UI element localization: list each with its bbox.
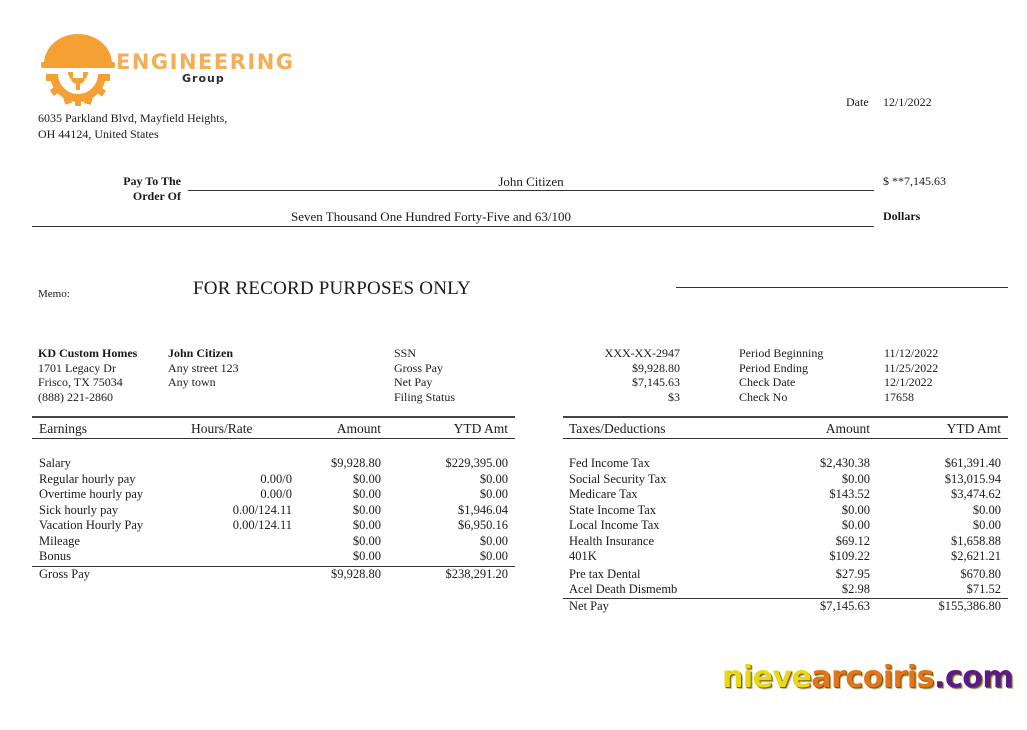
earnings-header-name: Earnings xyxy=(39,421,87,436)
deductions-row-ytd: $1,658.88 xyxy=(951,534,1001,548)
earnings-row-amount: $0.00 xyxy=(352,534,381,548)
deductions-row-amount: $0.00 xyxy=(841,472,870,486)
employee-town: Any town xyxy=(168,375,216,389)
deductions-header-name: Taxes/Deductions xyxy=(569,421,666,436)
period-labels xyxy=(739,346,823,404)
deductions-row-ytd: $71.52 xyxy=(966,582,1001,596)
earnings-row-ytd: $0.00 xyxy=(479,472,508,486)
employee-name: John Citizen xyxy=(168,346,234,360)
earnings-row-name: Sick hourly pay xyxy=(39,503,119,517)
deductions-row xyxy=(563,456,1008,472)
company-address-line1: 6035 Parkland Blvd, Mayfield Heights, xyxy=(38,111,228,125)
earnings-top-rule xyxy=(32,416,515,418)
earnings-header-amount: Amount xyxy=(336,421,381,436)
deductions-row-ytd: $0.00 xyxy=(972,503,1001,517)
earnings-row xyxy=(32,534,515,550)
earnings-row-ytd: $6,950.16 xyxy=(458,518,508,532)
deductions-row-amount: $69.12 xyxy=(835,534,870,548)
deductions-row-ytd: $670.80 xyxy=(960,567,1001,581)
deductions-row xyxy=(563,518,1008,534)
earnings-row xyxy=(32,487,515,503)
company-address-line2: OH 44124, United States xyxy=(38,127,159,141)
earnings-row-ytd: $229,395.00 xyxy=(445,456,508,470)
period-label-begin: Period Beginning xyxy=(739,346,824,360)
watermark-part2: arcoiris xyxy=(811,660,935,695)
employee-street: Any street 123 xyxy=(168,360,239,375)
employer-phone: (888) 221-2860 xyxy=(38,389,113,404)
earnings-row-amount: $0.00 xyxy=(352,472,381,486)
deductions-row-name: Acel Death Dismemb xyxy=(569,582,678,596)
earnings-row-ytd: $1,946.04 xyxy=(458,503,508,517)
deductions-row-amount: $27.95 xyxy=(835,567,870,581)
amount-words-line xyxy=(32,226,874,227)
period-value-end: 11/25/2022 xyxy=(884,360,939,375)
signature-line xyxy=(676,287,1008,288)
period-value-begin: 11/12/2022 xyxy=(884,346,939,360)
earnings-row-amount: $0.00 xyxy=(352,487,381,501)
deductions-row-amount: $2.98 xyxy=(841,582,870,596)
earnings-row xyxy=(32,472,515,488)
deductions-row-name: 401K xyxy=(569,549,597,563)
amount-in-words: Seven Thousand One Hundred Forty-Five and 63/100 xyxy=(291,209,571,224)
earnings-row-ytd: $0.00 xyxy=(479,487,508,501)
watermark-part3: .com xyxy=(934,660,1014,695)
employer-info xyxy=(38,346,137,404)
deductions-row-name: State Income Tax xyxy=(569,503,657,517)
deductions-total-name: Net Pay xyxy=(569,599,609,613)
earnings-row xyxy=(32,456,515,472)
deductions-row xyxy=(563,503,1008,519)
deductions-row xyxy=(563,549,1008,565)
deductions-row-ytd: $2,621.21 xyxy=(951,549,1001,563)
summary-labels xyxy=(394,346,455,404)
earnings-total-row xyxy=(32,567,515,583)
deductions-row-amount: $0.00 xyxy=(841,518,870,532)
memo-text: FOR RECORD PURPOSES ONLY xyxy=(193,278,471,299)
dollars-label: Dollars xyxy=(883,209,921,223)
deductions-row-name: Pre tax Dental xyxy=(569,567,641,581)
period-value-checkdate: 12/1/2022 xyxy=(884,375,933,389)
deductions-row-name: Medicare Tax xyxy=(569,487,638,501)
deductions-row-name: Social Security Tax xyxy=(569,472,667,486)
company-subname: Group xyxy=(182,72,225,85)
earnings-row-ytd: $0.00 xyxy=(479,549,508,563)
earnings-total-ytd: $238,291.20 xyxy=(445,567,508,581)
company-name: ENGINEERING xyxy=(116,50,295,74)
earnings-row-ytd: $0.00 xyxy=(479,534,508,548)
employee-info xyxy=(168,346,239,390)
period-value-checkno: 17658 xyxy=(884,389,914,404)
earnings-total-name: Gross Pay xyxy=(39,567,91,581)
deductions-row xyxy=(563,582,1008,598)
employer-city: Frisco, TX 75034 xyxy=(38,375,123,389)
summary-value-gross: $9,928.80 xyxy=(632,360,680,375)
pay-to-label xyxy=(80,174,181,204)
earnings-row-amount: $0.00 xyxy=(352,503,381,517)
earnings-row-name: Regular hourly pay xyxy=(39,472,136,486)
earnings-row-rate: 0.00/0 xyxy=(260,487,292,501)
watermark-logo xyxy=(722,660,1013,695)
earnings-total-amount: $9,928.80 xyxy=(331,567,381,581)
summary-value-net: $7,145.63 xyxy=(632,375,680,389)
earnings-row-rate: 0.00/124.11 xyxy=(232,518,292,532)
check-amount: $ **7,145.63 xyxy=(883,174,946,188)
earnings-row-amount: $0.00 xyxy=(352,549,381,563)
deductions-header-ytd: YTD Amt xyxy=(946,421,1001,436)
earnings-row-name: Bonus xyxy=(39,549,71,563)
deductions-row-name: Health Insurance xyxy=(569,534,655,548)
period-values xyxy=(884,346,938,404)
deductions-row-name: Fed Income Tax xyxy=(569,456,650,470)
deductions-row xyxy=(563,487,1008,503)
employer-name: KD Custom Homes xyxy=(38,346,138,360)
deductions-row xyxy=(563,567,1008,583)
earnings-row-amount: $9,928.80 xyxy=(331,456,381,470)
summary-label-gross: Gross Pay xyxy=(394,360,444,375)
earnings-row xyxy=(32,503,515,519)
summary-label-filing: Filing Status xyxy=(394,389,456,404)
check-date-label: Date xyxy=(846,95,869,109)
deductions-row-amount: $0.00 xyxy=(841,503,870,517)
deductions-row-ytd: $13,015.94 xyxy=(944,472,1001,486)
company-address xyxy=(38,110,227,142)
earnings-header-ytd: YTD Amt xyxy=(453,421,508,436)
earnings-row-rate: 0.00/124.11 xyxy=(232,503,292,517)
deductions-header-rule xyxy=(563,438,1008,439)
period-label-checkdate: Check Date xyxy=(739,375,796,389)
company-logo xyxy=(38,28,295,110)
employer-street: 1701 Legacy Dr xyxy=(38,360,116,375)
earnings-row xyxy=(32,549,515,565)
memo-label: Memo: xyxy=(38,288,70,300)
earnings-row-name: Overtime hourly pay xyxy=(39,487,144,501)
deductions-header-amount: Amount xyxy=(825,421,870,436)
earnings-header-rate: Hours/Rate xyxy=(191,421,253,436)
deductions-row-ytd: $3,474.62 xyxy=(951,487,1001,501)
deductions-row-amount: $109.22 xyxy=(829,549,870,563)
deductions-row xyxy=(563,472,1008,488)
earnings-row xyxy=(32,518,515,534)
deductions-row-amount: $2,430.38 xyxy=(820,456,870,470)
period-label-end: Period Ending xyxy=(739,360,808,375)
deductions-row-ytd: $61,391.40 xyxy=(944,456,1001,470)
deductions-row-ytd: $0.00 xyxy=(972,518,1001,532)
summary-label-ssn: SSN xyxy=(394,346,417,360)
pay-to-label-line1: Pay To The xyxy=(123,174,181,188)
summary-value-ssn: XXX-XX-2947 xyxy=(604,346,680,360)
deductions-top-rule xyxy=(563,416,1008,418)
earnings-row-name: Vacation Hourly Pay xyxy=(39,518,144,532)
deductions-total-amount: $7,145.63 xyxy=(820,599,870,613)
summary-value-filing: $3 xyxy=(668,389,680,404)
payee-name: John Citizen xyxy=(498,174,564,189)
deductions-row xyxy=(563,534,1008,550)
deductions-total-ytd: $155,386.80 xyxy=(938,599,1001,613)
watermark-part1: nieve xyxy=(722,660,812,695)
earnings-row-name: Salary xyxy=(39,456,71,470)
period-label-checkno: Check No xyxy=(739,389,788,404)
pay-to-label-line2: Order Of xyxy=(132,189,181,203)
earnings-header-rule xyxy=(32,438,515,439)
earnings-row-rate: 0.00/0 xyxy=(260,472,292,486)
earnings-row-name: Mileage xyxy=(39,534,80,548)
deductions-total-row xyxy=(563,599,1008,615)
hardhat-gear-wrench-icon xyxy=(38,28,118,108)
deductions-row-name: Local Income Tax xyxy=(569,518,660,532)
summary-values xyxy=(560,346,680,404)
payee-line xyxy=(188,190,874,191)
deductions-row-amount: $143.52 xyxy=(829,487,870,501)
summary-label-net: Net Pay xyxy=(394,375,433,389)
check-date-value: 12/1/2022 xyxy=(883,95,932,109)
earnings-row-amount: $0.00 xyxy=(352,518,381,532)
